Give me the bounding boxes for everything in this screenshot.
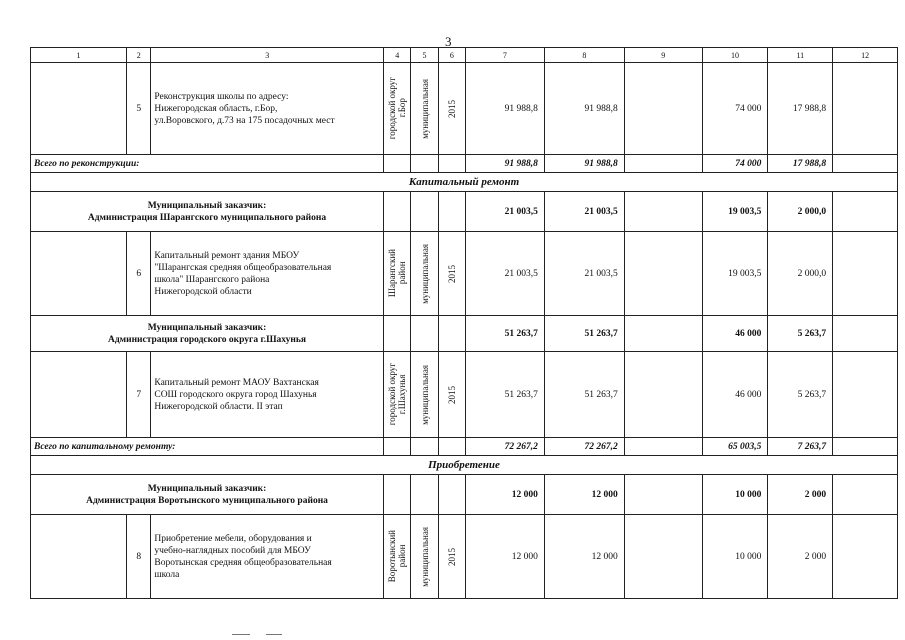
header-cell: 1 [31, 48, 127, 63]
value-col8: 21 003,5 [544, 192, 624, 232]
ownership: муниципальная [419, 526, 430, 587]
value-col9 [624, 63, 702, 155]
value-col8: 21 003,5 [544, 232, 624, 316]
territory: Воротынский район [387, 530, 408, 583]
header-cell: 5 [411, 48, 438, 63]
item-number: 5 [127, 63, 151, 155]
header-cell: 8 [544, 48, 624, 63]
ownership: муниципальная [419, 243, 430, 304]
year: 2015 [446, 385, 457, 404]
value-col11: 17 988,8 [768, 155, 833, 173]
ownership: муниципальная [419, 364, 430, 425]
page-number: 3 [445, 34, 452, 49]
value-col11: 2 000,0 [768, 192, 833, 232]
value-col11: 5 263,7 [768, 352, 833, 438]
customer-row [31, 316, 898, 352]
value-col10: 19 003,5 [702, 232, 768, 316]
scan-mark [266, 634, 282, 635]
value-col11: 17 988,8 [768, 63, 833, 155]
value-col7: 91 988,8 [465, 63, 544, 155]
value-col11: 2 000 [768, 475, 833, 515]
item-number: 7 [127, 352, 151, 438]
ownership: муниципальная [419, 78, 430, 139]
section-row [31, 173, 898, 192]
value-col7: 51 263,7 [465, 352, 544, 438]
value-col7: 51 263,7 [465, 316, 544, 352]
section-row [31, 456, 898, 475]
budget-table [30, 47, 898, 599]
value-col11: 2 000 [768, 515, 833, 599]
total-row [31, 438, 898, 456]
value-col10: 10 000 [702, 515, 768, 599]
year: 2015 [446, 264, 457, 283]
customer-row [31, 475, 898, 515]
value-col10: 65 003,5 [702, 438, 768, 456]
territory: городской округ г.Бор [387, 77, 408, 140]
value-col10: 46 000 [702, 316, 768, 352]
value-col7: 21 003,5 [465, 232, 544, 316]
header-cell: 9 [624, 48, 702, 63]
value-col11: 7 263,7 [768, 438, 833, 456]
header-cell: 3 [151, 48, 384, 63]
value-col8: 12 000 [544, 515, 624, 599]
item-number: 8 [127, 515, 151, 599]
item-description: Реконструкция школы по адресу: Нижегородская область, г.Бор, ул.Воровского, д.73 на 175 посадочных мест [151, 63, 384, 155]
scan-mark [232, 634, 250, 635]
territory: Шарангский район [387, 249, 408, 298]
header-cell: 11 [768, 48, 833, 63]
value-col8: 51 263,7 [544, 316, 624, 352]
table-row [31, 232, 898, 316]
header-cell: 4 [384, 48, 411, 63]
year: 2015 [446, 99, 457, 118]
total-row [31, 155, 898, 173]
customer-label: Муниципальный заказчик: Администрация Шарангского муниципального района [31, 192, 384, 232]
header-cell: 6 [438, 48, 465, 63]
value-col7: 91 988,8 [465, 155, 544, 173]
header-cell: 7 [465, 48, 544, 63]
value-col8: 12 000 [544, 475, 624, 515]
territory: городской округ г.Шахунья [387, 363, 408, 426]
item-description: Капитальный ремонт МАОУ Вахтанская СОШ городского округа город Шахунья Нижегородской области. II этап [151, 352, 384, 438]
value-col10: 46 000 [702, 352, 768, 438]
header-cell: 12 [833, 48, 898, 63]
value-col7: 21 003,5 [465, 192, 544, 232]
value-col10: 74 000 [702, 63, 768, 155]
header-row [31, 48, 898, 63]
value-col10: 19 003,5 [702, 192, 768, 232]
total-label: Всего по капитальному ремонту: [31, 438, 384, 456]
value-col8: 91 988,8 [544, 155, 624, 173]
value-col7: 72 267,2 [465, 438, 544, 456]
value-col11: 5 263,7 [768, 316, 833, 352]
value-col7: 12 000 [465, 475, 544, 515]
year: 2015 [446, 547, 457, 566]
customer-label: Муниципальный заказчик: Администрация Воротынского муниципального района [31, 475, 384, 515]
item-description: Приобретение мебели, оборудования и учебно-наглядных пособий для МБОУ Воротынская средняя общеобразовательная школа [151, 515, 384, 599]
section-title: Приобретение [31, 456, 898, 475]
header-cell: 10 [702, 48, 768, 63]
item-number: 6 [127, 232, 151, 316]
table-row [31, 63, 898, 155]
table-row [31, 352, 898, 438]
value-col8: 72 267,2 [544, 438, 624, 456]
item-description: Капитальный ремонт здания МБОУ "Шарангская средняя общеобразовательная школа" Шарангского района Нижегородской области [151, 232, 384, 316]
value-col10: 10 000 [702, 475, 768, 515]
value-col11: 2 000,0 [768, 232, 833, 316]
value-col8: 51 263,7 [544, 352, 624, 438]
value-col8: 91 988,8 [544, 63, 624, 155]
table-row [31, 515, 898, 599]
customer-label: Муниципальный заказчик: Администрация городского округа г.Шахунья [31, 316, 384, 352]
section-title: Капитальный ремонт [31, 173, 898, 192]
value-col7: 12 000 [465, 515, 544, 599]
customer-row [31, 192, 898, 232]
value-col10: 74 000 [702, 155, 768, 173]
header-cell: 2 [127, 48, 151, 63]
total-label: Всего по реконструкции: [31, 155, 384, 173]
